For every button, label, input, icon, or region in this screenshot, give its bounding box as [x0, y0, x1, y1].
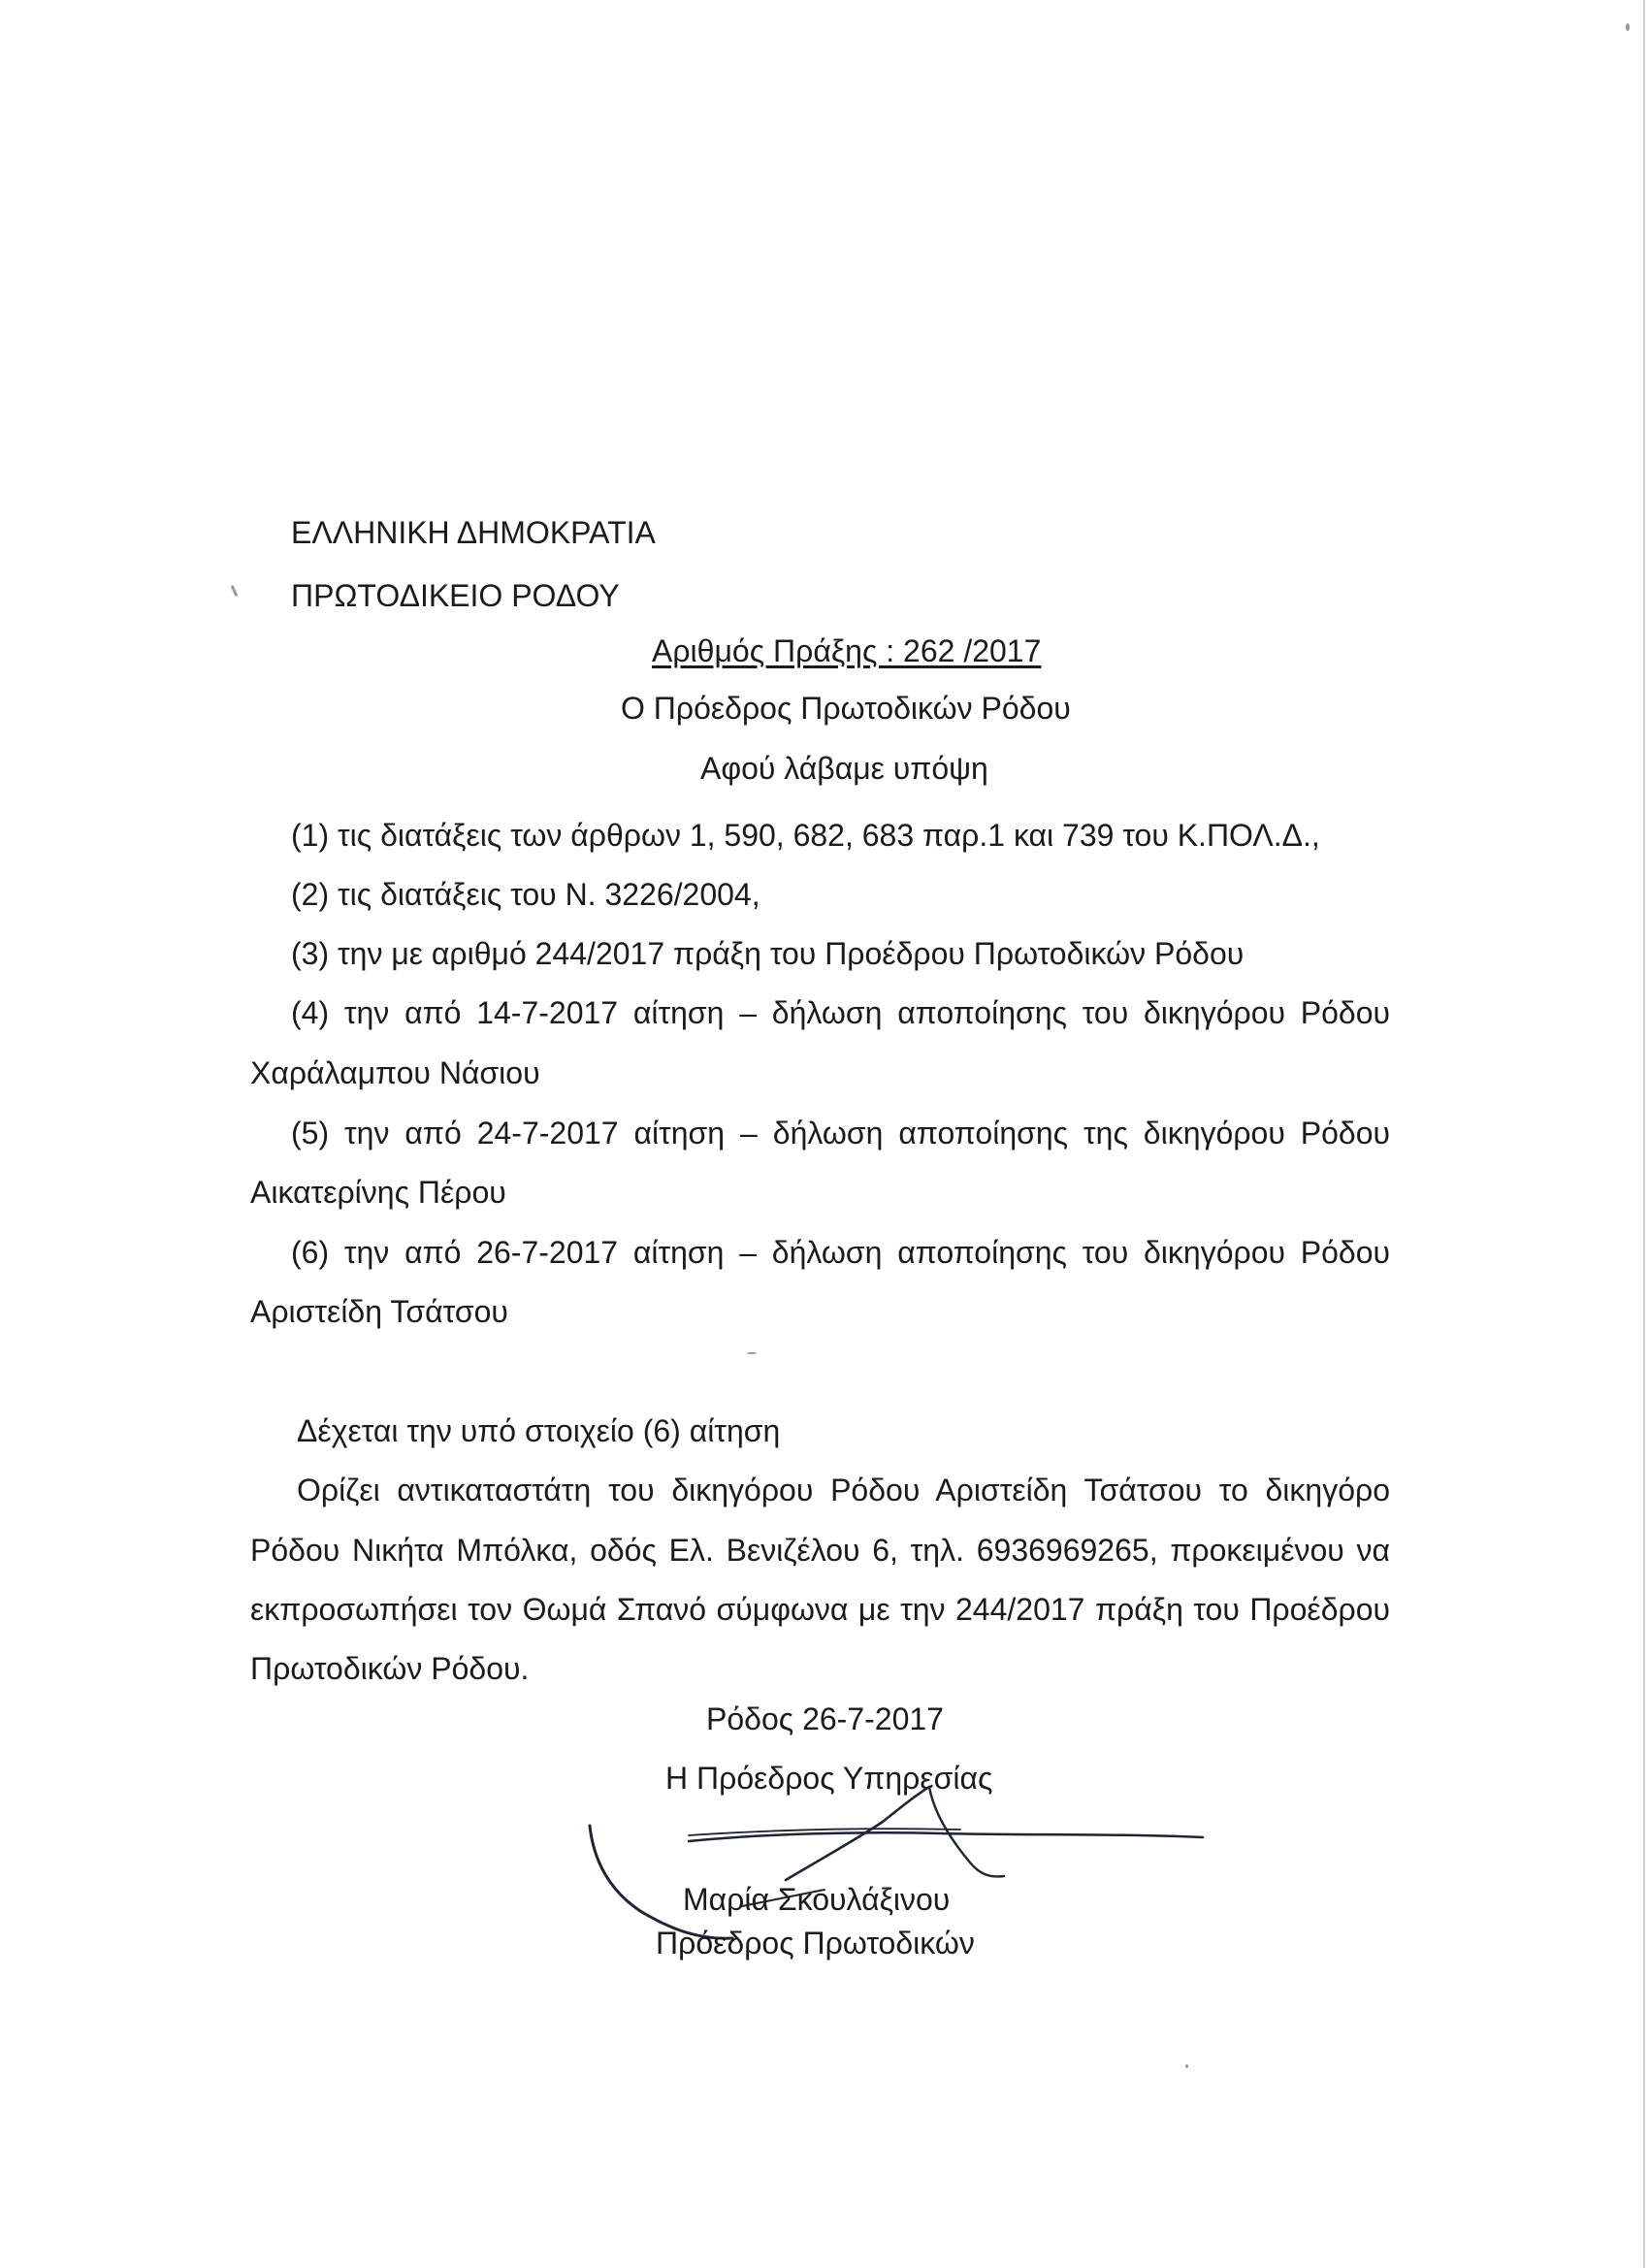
recital-6: (6) την από 26-7-2017 αίτηση – δήλωση αποποίησης του δικηγόρου Ρόδου: [291, 1235, 1390, 1270]
scan-speck: [1626, 23, 1630, 31]
decision-line-3: εκπροσωπήσει τον Θωμά Σπανό σύμφωνα με την 244/2017 πράξη του Προέδρου: [250, 1592, 1390, 1627]
recital-6-continuation: Αριστείδη Τσάτσου: [250, 1294, 508, 1329]
recital-5-continuation: Αικατερίνης Πέρου: [250, 1175, 506, 1210]
decision-accepts: Δέχεται την υπό στοιχείο (6) αίτηση: [297, 1413, 781, 1448]
signer-role: Πρόεδρος Πρωτοδικών: [656, 1926, 975, 1960]
recital-4-continuation: Χαράλαμπου Νάσιου: [250, 1055, 540, 1090]
scan-speck: [747, 1352, 757, 1354]
decision-line-4: Πρωτοδικών Ρόδου.: [250, 1651, 530, 1686]
service-title: Η Πρόεδρος Υπηρεσίας: [665, 1761, 993, 1796]
recital-4: (4) την από 14-7-2017 αίτηση – δήλωση αποποίησης του δικηγόρου Ρόδου: [291, 995, 1390, 1030]
decision-line-1: Ορίζει αντικαταστάτη του δικηγόρου Ρόδου Αριστείδη Τσάτσου το δικηγόρο: [297, 1473, 1390, 1507]
issuer-line: Ο Πρόεδρος Πρωτοδικών Ρόδου: [621, 691, 1071, 726]
recital-1: (1) τις διατάξεις των άρθρων 1, 590, 682, 683 παρ.1 και 739 του Κ.ΠΟΛ.Δ.,: [291, 818, 1320, 853]
recital-3: (3) την με αριθμό 244/2017 πράξη του Προέδρου Πρωτοδικών Ρόδου: [291, 936, 1245, 971]
act-number: Αριθμός Πράξης : 262 /2017: [652, 633, 1042, 668]
place-date: Ρόδος 26-7-2017: [706, 1701, 944, 1736]
court-heading: ΠΡΩΤΟΔΙΚΕΙΟ ΡΟΔΟΥ: [291, 578, 620, 613]
considering-line: Αφού λάβαμε υπόψη: [700, 751, 988, 786]
decision-line-2: Ρόδου Νικήτα Μπόλκα, οδός Ελ. Βενιζέλου 6, τηλ. 6936969265, προκειμένου να: [250, 1533, 1390, 1568]
scan-speck: [1185, 2064, 1188, 2068]
country-heading: ΕΛΛΗΝΙΚΗ ΔΗΜΟΚΡΑΤΙΑ: [291, 515, 656, 550]
signer-name: Μαρία Σκουλάξινου: [683, 1882, 951, 1917]
recital-5: (5) την από 24-7-2017 αίτηση – δήλωση αποποίησης της δικηγόρου Ρόδου: [291, 1116, 1390, 1150]
scan-edge: [1643, 0, 1645, 2268]
scan-speck: [231, 585, 239, 597]
recital-2: (2) τις διατάξεις του Ν. 3226/2004,: [291, 877, 760, 912]
